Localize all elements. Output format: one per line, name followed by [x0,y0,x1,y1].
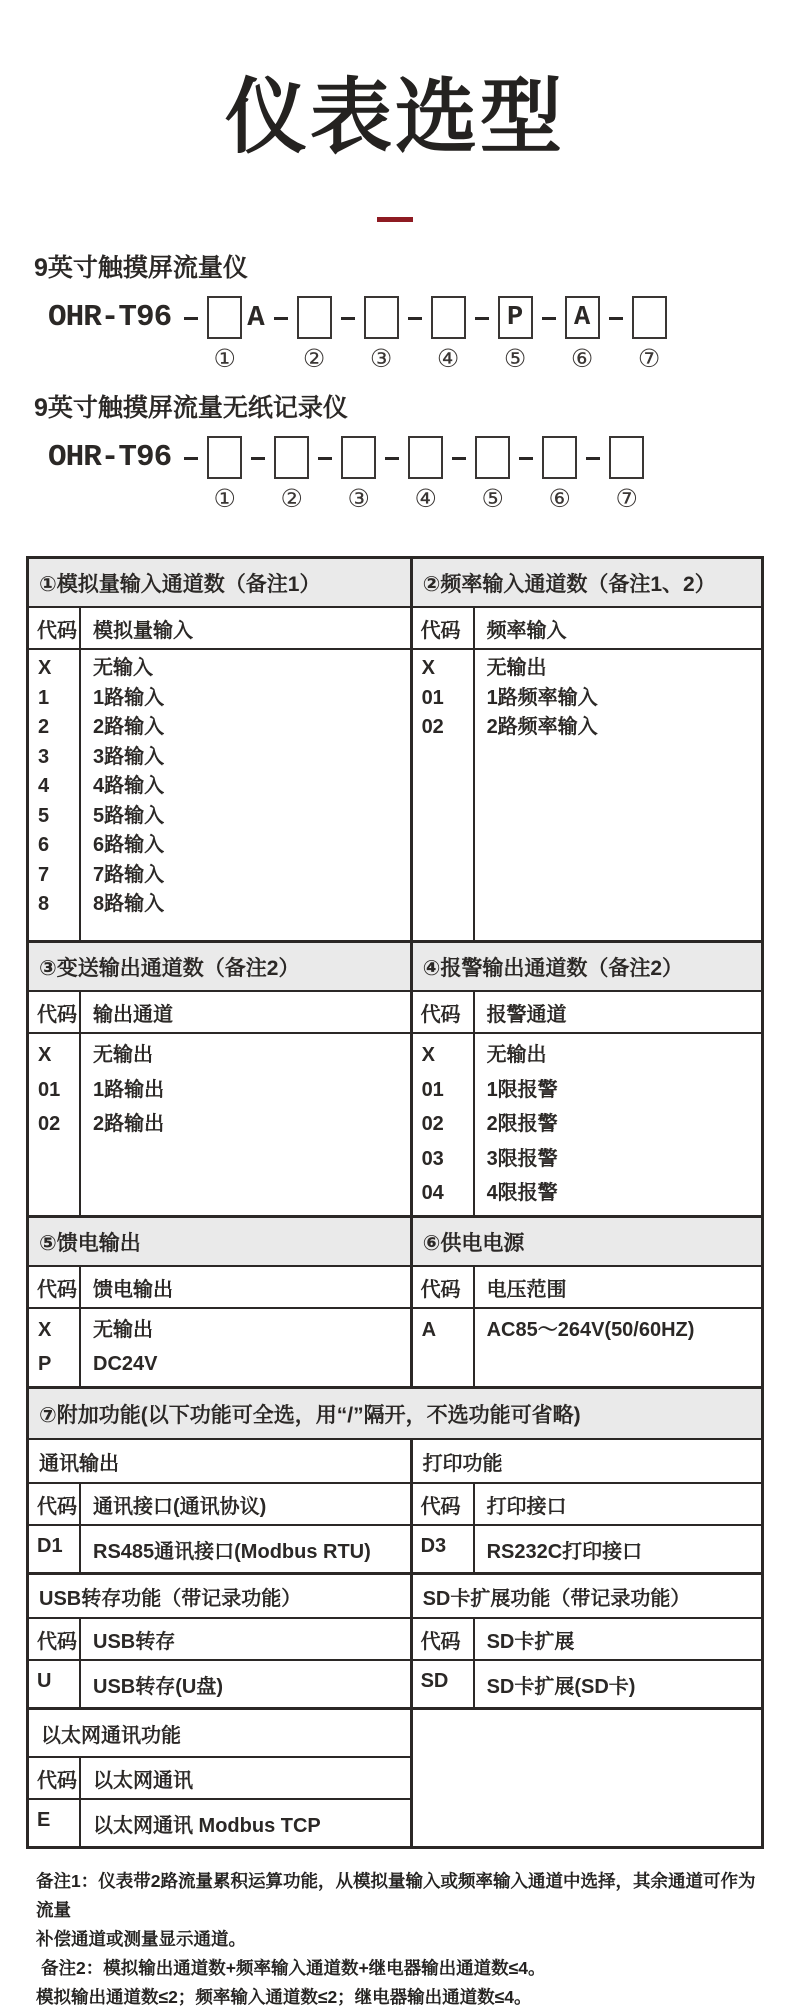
section2-column-label: 频率输入 [486,620,567,642]
section6-labels [475,1309,761,1386]
option-label: RS485通讯接口(Modbus RTU) [93,1540,371,1563]
code-box [341,436,376,479]
code-box [274,436,309,479]
segment-index: ⑥ [548,485,571,513]
option-label: 5路输入 [93,804,165,827]
model-section-recorder [34,388,790,512]
model-code-segment [533,296,600,372]
sd-function-title: SD卡扩展功能（带记录功能） [422,1587,691,1610]
segment-index: ⑦ [637,345,661,373]
segment-index: ⑦ [615,485,638,513]
code-value: 1 [38,686,50,709]
code-value: 4 [38,775,50,797]
code-column-header: 代码 [29,1758,81,1798]
model-code-segments [175,296,666,372]
option-label: 1路频率输入 [486,686,598,709]
section2-title: ②频率输入通道数（备注1、2） [413,559,761,606]
code-value: A [421,1318,437,1341]
section4-codes [413,1034,475,1215]
option-label: 3限报警 [486,1147,558,1170]
option-label: 2路频率输入 [486,716,598,738]
code-box-column [408,436,443,512]
code-box-column [341,436,376,512]
code-value: X [38,657,52,679]
dash-separator [184,317,198,320]
option-label: 无输出 [93,1044,153,1066]
block1-subheader-row [29,606,761,648]
selection-table [26,556,764,1849]
code-box [207,436,242,479]
dash-separator [408,317,422,320]
code-box-column [609,436,644,512]
segment-index: ② [280,485,303,513]
section1-title: ①模拟量输入通道数（备注1） [29,559,413,606]
code-column-header: 代码 [29,1267,81,1307]
section5-column-label: 馈电输出 [93,1278,173,1301]
dash-separator [452,457,466,460]
addon-group3-rows [29,1707,761,1846]
code-column-header: 代码 [413,1484,475,1524]
dash-separator [542,317,556,320]
model-code-segment [600,296,667,372]
footnote-line: 备注1：仪表带2路流量累积运算功能，从模拟量输入或频率输入通道中选择，其余通道可作为流量 [36,1870,756,1920]
footnotes [36,1867,760,2012]
addon-group2-data-row [29,1659,761,1707]
dash-separator [341,317,355,320]
comm-column-label: 通讯接口(通讯协议) [93,1495,267,1518]
option-label: 1路输出 [93,1078,165,1101]
page-title: 仪表选型 [224,72,565,163]
model-code-segment [265,296,332,372]
segment-index: ⑥ [570,345,594,373]
code-box-column [364,296,399,372]
section3-title: ③变送输出通道数（备注2） [29,943,413,990]
segment-index: ④ [436,345,460,373]
code-box [431,296,466,339]
option-label: DC24V [93,1353,158,1375]
model-code-segment [175,296,264,372]
dash-separator [385,457,399,460]
section4-title: ④报警输出通道数（备注2） [413,943,761,990]
model-code-segment [510,436,577,512]
section1-column-label: 模拟量输入 [93,620,193,642]
model-code-segment [399,296,466,372]
option-label: 4路输入 [93,775,165,797]
section5-title: ⑤馈电输出 [29,1218,413,1265]
code-value: X [38,1318,52,1341]
ethernet-subtable [29,1710,413,1846]
code-box: P [498,296,533,339]
model-name: 9英寸触摸屏流量仪 [34,254,248,282]
option-label: 3路输入 [93,745,165,768]
section6-title: ⑥供电电源 [413,1218,761,1265]
sd-column-label: SD卡扩展 [486,1630,575,1653]
code-box [632,296,667,339]
segment-index: ② [302,345,326,373]
code-value: 02 [421,1113,444,1135]
model-code-line [48,296,790,372]
section2-codes [413,650,475,940]
section2-labels [475,650,761,940]
code-value: 6 [38,834,50,856]
model-name: 9英寸触摸屏流量无纸记录仪 [34,394,348,422]
segment-index: ⑤ [503,345,527,373]
addon-group1-data-row [29,1524,761,1572]
code-box [542,436,577,479]
section3-codes [29,1034,81,1215]
block1-data-row [29,648,761,940]
comm-output-title: 通讯输出 [29,1440,413,1482]
block2-title-row [29,940,761,990]
code-value: 7 [38,863,50,886]
dash-separator [184,457,198,460]
section1-labels [81,650,410,940]
section1-codes [29,650,81,940]
print-column-label: 打印接口 [486,1495,567,1518]
option-label: AC85～264V(50/60HZ) [486,1318,695,1341]
dash-separator [475,317,489,320]
code-value: 04 [421,1182,444,1204]
code-box [297,296,332,339]
code-value: 3 [38,745,50,768]
code-value: 01 [38,1078,61,1101]
addon-group1-subheader-row [29,1482,761,1524]
code-column-header: 代码 [413,608,475,648]
code-box [475,436,510,479]
block2-data-row [29,1032,761,1215]
model-code-segment [242,436,309,512]
code-box [408,436,443,479]
block3-subheader-row [29,1265,761,1307]
option-label: 无输出 [93,1318,153,1341]
dash-separator [519,457,533,460]
footnote-line: 备注2：模拟输出通道数+频率输入通道数+继电器输出通道数≤4。 [41,1957,546,1978]
code-column-header: 代码 [413,1619,475,1659]
section4-labels [475,1034,761,1215]
code-column-header: 代码 [29,1619,81,1659]
code-value: D1 [29,1526,81,1572]
code-box [364,296,399,339]
model-code-segment [466,296,533,372]
code-value: 03 [421,1147,444,1170]
segment-index: ① [213,345,236,373]
code-box-column [632,296,667,372]
option-label: 6路输入 [93,834,165,856]
code-value: 02 [38,1113,61,1135]
addon-group2-subheader-row [29,1617,761,1659]
code-box-column [274,436,309,512]
model-code-segments [175,436,644,512]
code-box-column [431,296,466,372]
option-label: 以太网通讯 Modbus TCP [93,1814,321,1837]
section3-labels [81,1034,410,1215]
code-box-column [207,436,242,512]
code-column-header: 代码 [29,1484,81,1524]
dash-separator [609,317,623,320]
code-value: 01 [421,1078,444,1101]
model-prefix: OHR-T96 [48,300,172,335]
print-function-title: 打印功能 [422,1452,503,1475]
ethernet-data-row [29,1798,410,1846]
usb-column-label: USB转存 [93,1630,176,1653]
code-value: 02 [421,716,444,738]
code-value: D3 [413,1526,475,1572]
code-box-column [297,296,332,372]
segment-index: ④ [414,485,437,513]
code-box-column [565,296,600,372]
code-value: E [29,1800,81,1846]
code-value: U [29,1661,81,1707]
model-prefix: OHR-T96 [48,440,172,475]
code-value: 2 [38,716,50,738]
addon-group1-title-row [29,1438,761,1482]
model-code-segment [376,436,443,512]
option-label: 无输出 [486,1044,547,1066]
code-column-header: 代码 [29,608,81,648]
option-label: 2限报警 [486,1113,558,1135]
ethernet-subheader-row [29,1756,410,1798]
block3-title-row [29,1215,761,1265]
code-value: 8 [38,893,50,915]
option-label: SD卡扩展(SD卡) [486,1675,636,1698]
segment-index: ⑤ [481,485,504,513]
option-label: 1限报警 [486,1078,558,1101]
option-label: 2路输入 [93,716,165,738]
code-value: SD [413,1661,475,1707]
dash-separator [318,457,332,460]
section4-column-label: 报警通道 [486,1004,567,1026]
ethernet-function-title: 以太网通讯功能 [41,1724,181,1747]
section3-column-label: 输出通道 [93,1004,173,1026]
code-value: X [421,1044,435,1066]
option-label: 无输出 [486,657,547,679]
model-code-segment [577,436,644,512]
dash-separator [586,457,600,460]
code-box [609,436,644,479]
code-box: A [565,296,600,339]
section6-column-label: 电压范围 [486,1278,567,1301]
option-label: 7路输入 [93,863,165,886]
footnote-line: 补偿通道或测量显示通道。 [36,1928,246,1949]
block3-data-row [29,1307,761,1386]
section6-codes [413,1309,475,1386]
option-label: 无输入 [93,657,153,679]
section7-title: ⑦附加功能(以下功能可全选，用“/”隔开，不选功能可省略) [29,1389,761,1438]
code-value: 5 [38,804,50,827]
option-label: 4限报警 [486,1182,558,1204]
usb-function-title: USB转存功能（带记录功能） [29,1575,413,1617]
model-code-segment [332,296,399,372]
code-column-header: 代码 [413,992,475,1032]
code-value: X [421,657,435,679]
option-label: USB转存(U盘) [93,1675,223,1698]
code-box-column [498,296,533,372]
section5-codes [29,1309,81,1386]
code-value: X [38,1044,52,1066]
option-label: RS232C打印接口 [486,1540,643,1563]
code-value: 01 [421,686,444,709]
code-box-column [542,436,577,512]
ethernet-column-label: 以太网通讯 [93,1769,193,1792]
code-box [207,296,242,339]
model-code-line [48,436,790,512]
segment-index: ③ [369,345,393,373]
empty-cell [413,1710,761,1846]
option-label: 8路输入 [93,893,165,915]
model-code-segment [175,436,242,512]
option-label: 1路输入 [93,686,165,709]
title-underline [377,217,413,222]
segment-index: ③ [347,485,370,513]
code-box-column [475,436,510,512]
addon-group2-title-row [29,1572,761,1617]
model-section-flowmeter [34,248,790,372]
dash-separator [274,317,288,320]
code-column-header: 代码 [29,992,81,1032]
model-code-segment [443,436,510,512]
block2-subheader-row [29,990,761,1032]
code-box-column [207,296,242,372]
footnote-line: 模拟输出通道数≤2；频率输入通道数≤2；继电器输出通道数≤4。 [36,1986,532,2007]
block1-title-row [29,559,761,606]
model-code-segment [309,436,376,512]
segment-index: ① [213,485,236,513]
dash-separator [251,457,265,460]
code-suffix: A [247,301,265,334]
option-label: 2路输出 [93,1113,165,1135]
code-column-header: 代码 [413,1267,475,1307]
code-value: P [38,1353,52,1375]
section5-labels [81,1309,410,1386]
section7-title-row [29,1386,761,1438]
